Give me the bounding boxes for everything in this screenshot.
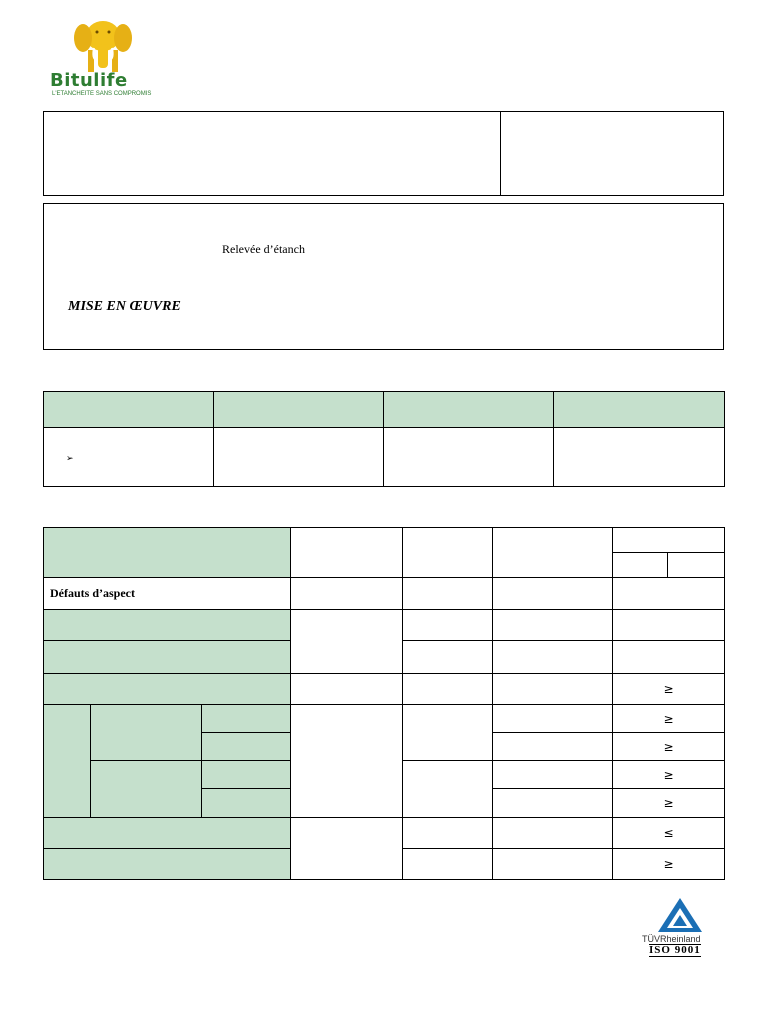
product-subtitle: Relevée d’étanch — [222, 242, 305, 256]
tuv-triangle-icon — [640, 896, 720, 936]
table2-cell — [613, 610, 725, 641]
table2-cell — [403, 818, 493, 849]
table2-cell — [403, 528, 493, 578]
table-2 — [43, 527, 725, 880]
table2-cell — [613, 578, 725, 610]
header-box-right — [500, 111, 724, 196]
table2-cell — [493, 733, 613, 761]
table2-cell — [403, 674, 493, 705]
iso-standard: ISO 9001 — [649, 944, 701, 956]
table2-cell — [613, 553, 668, 578]
table1-cell — [214, 428, 384, 487]
table2-cell — [403, 641, 493, 674]
table-1 — [43, 391, 725, 487]
table2-cell — [403, 761, 493, 818]
less-equal-symbol: ≤ — [613, 818, 725, 849]
table1-cell — [44, 428, 214, 487]
table2-row-label — [44, 641, 291, 674]
product-section-box — [43, 203, 724, 350]
table2-sub-label — [202, 789, 291, 818]
table2-cell — [493, 818, 613, 849]
table2-cell — [291, 528, 403, 578]
table2-cell — [493, 705, 613, 733]
table2-cell — [403, 849, 493, 880]
arrow-bullet-icon: ➢ — [66, 453, 74, 464]
table2-row-label — [44, 674, 291, 705]
tuv-certification-logo — [640, 896, 720, 960]
table1-header-cell — [554, 392, 725, 428]
table2-cell — [291, 705, 403, 818]
table2-cell — [493, 528, 613, 578]
table2-row-label — [44, 610, 291, 641]
table1-header-cell — [214, 392, 384, 428]
greater-equal-symbol: ≥ — [613, 849, 725, 880]
table2-sub-label — [202, 705, 291, 733]
table2-cell — [668, 553, 725, 578]
table2-group-label — [44, 705, 91, 818]
greater-equal-symbol: ≥ — [613, 733, 725, 761]
greater-equal-symbol: ≥ — [613, 674, 725, 705]
elephant-icon — [48, 14, 158, 74]
table2-cell — [291, 578, 403, 610]
table2-cell — [403, 610, 493, 641]
table2-cell — [493, 641, 613, 674]
header-box-left — [43, 111, 501, 196]
section-heading: MISE EN ŒUVRE — [68, 299, 181, 314]
table2-header-cell — [44, 528, 291, 578]
greater-equal-symbol: ≥ — [613, 761, 725, 789]
table2-subgroup-label — [91, 705, 202, 761]
table2-cell — [291, 818, 403, 880]
table2-cell — [493, 761, 613, 789]
table2-cell — [291, 674, 403, 705]
table2-row-label — [44, 578, 291, 610]
table2-row-label — [44, 818, 291, 849]
greater-equal-symbol: ≥ — [613, 789, 725, 818]
tuv-brand: TÜVRheinland — [642, 934, 701, 944]
table2-cell — [493, 674, 613, 705]
table2-cell — [493, 849, 613, 880]
table2-cell — [291, 610, 403, 674]
table2-cell — [493, 578, 613, 610]
table2-sub-label — [202, 733, 291, 761]
table2-cell — [493, 789, 613, 818]
table2-cell — [613, 528, 725, 553]
table2-row-label — [44, 849, 291, 880]
table1-cell — [384, 428, 554, 487]
logo-tagline: L'ETANCHEITE SANS COMPROMIS — [52, 91, 152, 97]
table2-sub-label — [202, 761, 291, 789]
table2-subgroup-label — [91, 761, 202, 818]
greater-equal-symbol: ≥ — [613, 705, 725, 733]
table1-header-cell — [44, 392, 214, 428]
table2-cell — [613, 641, 725, 674]
table2-cell — [493, 610, 613, 641]
defauts-aspect-label: Défauts d’aspect — [50, 586, 135, 600]
table1-header-cell — [384, 392, 554, 428]
table1-cell — [554, 428, 725, 487]
bitulife-logo — [48, 14, 158, 98]
table2-cell — [403, 705, 493, 761]
logo-brand: Bitulife — [50, 70, 128, 91]
table2-cell — [403, 578, 493, 610]
